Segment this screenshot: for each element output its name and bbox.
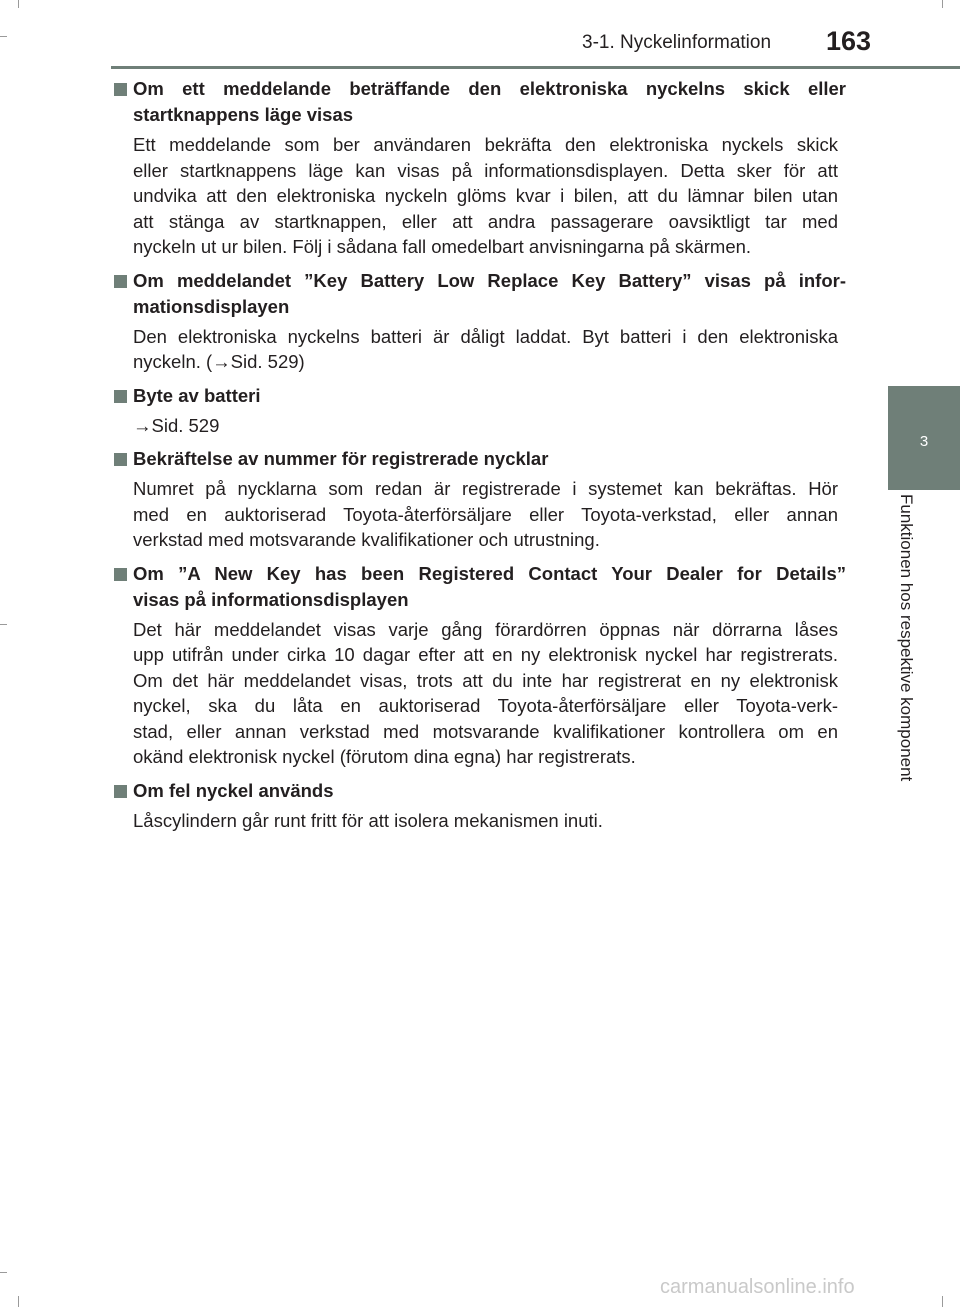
chapter-title: Funktionen hos respektive komponent <box>897 494 916 782</box>
heading-line: Byte av batteri <box>133 384 261 406</box>
body-line: med en auktoriserad Toyota-återförsäljare eller Toyota-verkstad, eller annan <box>133 503 838 525</box>
body-line: Om det här meddelandet visas, trots att du inte har registrerat en ny elektronisk <box>133 669 838 691</box>
body-line: Det här meddelandet visas varje gång förardörren öppnas när dörrarna låses <box>133 618 838 640</box>
note-section <box>114 268 846 375</box>
note-section <box>114 446 846 553</box>
section-heading <box>114 446 846 472</box>
body-line: upp utifrån under cirka 10 dagar efter att en ny elektronisk nyckel har registrerats. <box>133 644 838 665</box>
body-line: stad, eller annan verkstad med motsvarande kvalifikationer kontrollera om en <box>133 720 838 742</box>
chapter-title-wrap <box>888 494 924 834</box>
section-heading <box>114 561 846 613</box>
body-line: Numret på nycklarna som redan är registrerade i systemet kan bekräftas. Hör <box>133 478 838 499</box>
crop-mark <box>18 0 19 8</box>
section-body <box>133 808 838 834</box>
heading-line: startknappens läge visas <box>133 104 354 125</box>
body-line: okänd elektronisk nyckel (förutom dina egna) har registrerats. <box>133 746 636 767</box>
square-bullet-icon <box>114 390 127 403</box>
body-line: eller startknappens läge kan visas på informationsdisplayen. Detta sker för att <box>133 159 838 181</box>
square-bullet-icon <box>114 275 127 288</box>
note-section <box>114 561 846 770</box>
body-line: nyckel, ska du låta en auktoriserad Toyota-återförsäljare eller Toyota-verk- <box>133 695 838 716</box>
note-section <box>114 778 846 834</box>
section-title: 3-1. Nyckelinformation <box>582 32 772 53</box>
body-line: verkstad med motsvarande kvalifikationer och utrustning. <box>133 529 600 550</box>
heading-line: Bekräftelse av nummer för registrerade nycklar <box>133 448 549 469</box>
heading-line: Om ett meddelande beträffande den elektroniska nyckelns skick eller <box>133 78 846 99</box>
heading-line: Om ”A New Key has been Registered Contact Your Dealer for Details” <box>133 562 846 584</box>
crop-mark <box>0 1272 7 1273</box>
body-line: Den elektroniska nyckelns batteri är dåligt laddat. Byt batteri i den elektroniska <box>133 325 838 347</box>
crop-mark <box>0 624 7 625</box>
body-line: Ett meddelande som ber användaren bekräfta den elektroniska nyckels skick <box>133 134 838 155</box>
header-rule <box>111 66 960 69</box>
crop-mark <box>18 1296 19 1307</box>
body-line: att stänga av startknappen, eller att andra passagerare oavsiktligt tar med <box>133 210 838 232</box>
square-bullet-icon <box>114 83 127 96</box>
section-body <box>133 617 838 770</box>
section-heading <box>114 778 846 804</box>
section-body <box>133 413 838 439</box>
section-heading <box>114 76 846 128</box>
body-line: nyckeln ut ur bilen. Följ i sådana fall omedelbart anvisningarna på skärmen. <box>133 236 752 257</box>
heading-line: Om meddelandet ”Key Battery Low Replace Key Battery” visas på infor- <box>133 269 846 291</box>
body-line: nyckeln. (→Sid. 529) <box>133 351 305 372</box>
section-body <box>133 324 838 375</box>
chapter-number: 3 <box>919 433 929 450</box>
chapter-tab <box>888 386 960 490</box>
note-section <box>114 76 846 260</box>
watermark: carmanualsonline.info <box>660 1276 855 1298</box>
crop-mark <box>0 36 7 37</box>
body-line: →Sid. 529 <box>133 414 220 436</box>
square-bullet-icon <box>114 453 127 466</box>
crop-mark <box>942 1296 943 1307</box>
section-heading <box>114 383 846 409</box>
page-number: 163 <box>826 26 872 56</box>
section-body <box>133 132 838 260</box>
note-section <box>114 383 846 439</box>
heading-line: visas på informationsdisplayen <box>133 588 409 610</box>
body-line: undvika att den elektroniska nyckeln glöms kvar i bilen, att du lämnar bilen utan <box>133 185 838 206</box>
section-heading <box>114 268 846 320</box>
heading-line: Om fel nyckel används <box>133 779 334 801</box>
square-bullet-icon <box>114 785 127 798</box>
square-bullet-icon <box>114 568 127 581</box>
section-body <box>133 476 838 553</box>
crop-mark <box>942 0 943 8</box>
heading-line: mationsdisplayen <box>133 295 290 317</box>
body-line: Låscylindern går runt fritt för att isolera mekanismen inuti. <box>133 809 603 831</box>
main-content <box>114 76 846 841</box>
